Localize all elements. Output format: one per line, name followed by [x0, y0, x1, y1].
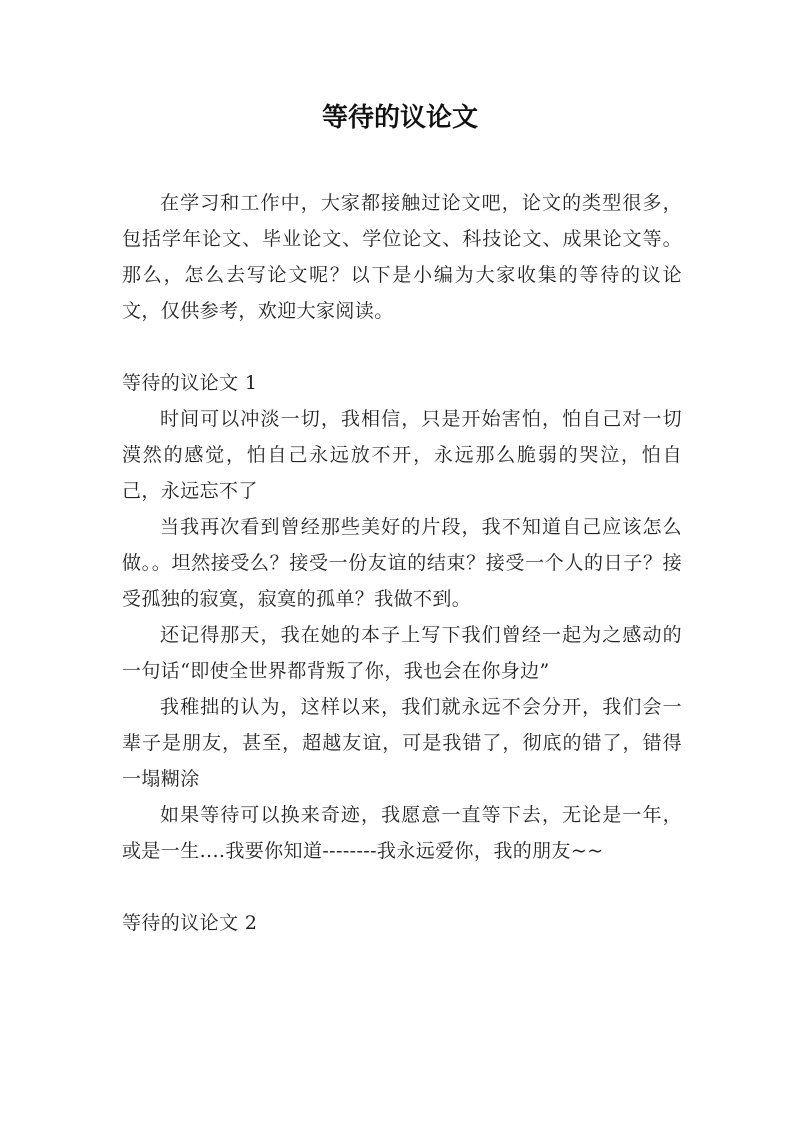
document-body — [122, 185, 682, 941]
body-paragraph: 我稚拙的认为，这样以来，我们就永远不会分开，我们会一辈子是朋友，甚至，超越友谊，可是我错了，彻底的错了，错得一塌糊涂 — [122, 696, 682, 790]
document-title: 等待的议论文 — [321, 103, 478, 133]
intro-paragraph: 在学习和工作中，大家都接触过论文吧，论文的类型很多，包括学年论文、毕业论文、学位论文、科技论文、成果论文等。那么，怎么去写论文呢？以下是小编为大家收集的等待的议论文，仅供参考，欢迎大家阅读。 — [122, 192, 682, 322]
section-spacer — [122, 869, 682, 905]
body-paragraph: 如果等待可以换来奇迹，我愿意一直等下去，无论是一年，或是一生....我要你知道--------我永远爱你，我的朋友~~ — [122, 804, 682, 862]
body-paragraph: 时间可以冲淡一切，我相信，只是开始害怕，怕自己对一切漠然的感觉，怕自己永远放不开，永远那么脆弱的哭泣，怕自己，永远忘不了 — [122, 408, 682, 502]
section-heading-1: 等待的议论文 1 — [122, 372, 258, 394]
body-paragraph: 当我再次看到曾经那些美好的片段，我不知道自己应该怎么做。。坦然接受么？接受一份友谊的结束？接受一个人的日子？接受孤独的寂寞，寂寞的孤单？我做不到。 — [122, 516, 682, 610]
section-heading-2: 等待的议论文 2 — [122, 912, 258, 934]
body-paragraph: 还记得那天，我在她的本子上写下我们曾经一起为之感动的一句话“即使全世界都背叛了你，我也会在你身边” — [122, 624, 682, 682]
